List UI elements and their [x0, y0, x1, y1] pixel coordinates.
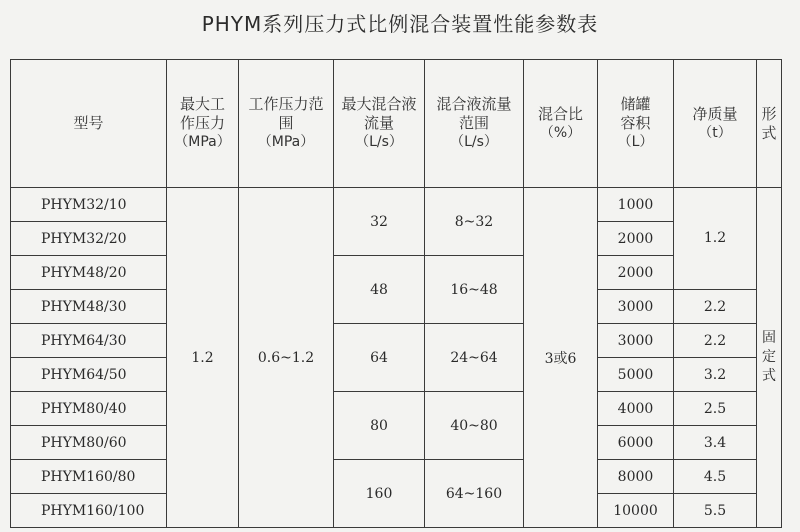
- spec-table: [10, 59, 782, 528]
- header-form: [757, 60, 782, 188]
- flow-range-cell: 24~64: [425, 324, 524, 392]
- form-char: 式: [762, 368, 776, 384]
- model-cell: PHYM48/20: [11, 256, 167, 290]
- model-cell: PHYM160/100: [11, 494, 167, 528]
- header-mix-ratio-unit: （%）: [539, 124, 582, 141]
- header-max-flow: [334, 60, 425, 188]
- header-tank-volume-label: 储罐容积: [620, 95, 651, 132]
- header-max-pressure-label: 最大工作压力: [179, 95, 225, 132]
- max-flow-cell: 32: [334, 188, 425, 256]
- header-max-pressure-unit: （MPa）: [174, 134, 231, 150]
- header-flow-range: [425, 60, 524, 188]
- max-flow-cell: 80: [334, 392, 425, 460]
- model-cell: PHYM32/20: [11, 222, 167, 256]
- header-tank-volume-unit: （L）: [617, 134, 654, 150]
- table-row: [11, 392, 782, 426]
- header-net-mass-label: 净质量: [692, 104, 738, 123]
- model-cell: PHYM64/50: [11, 358, 167, 392]
- net-mass-cell: 1.2: [674, 188, 757, 290]
- tank-volume-cell: 6000: [598, 426, 674, 460]
- tank-volume-cell: 1000: [598, 188, 674, 222]
- net-mass-cell: 4.5: [674, 460, 757, 494]
- header-mix-ratio: [524, 60, 598, 188]
- form-char: 固: [762, 330, 776, 346]
- form-char: 定: [762, 349, 776, 365]
- header-max-pressure: [167, 60, 239, 188]
- max-flow-cell: 48: [334, 256, 425, 324]
- tank-volume-cell: 3000: [598, 290, 674, 324]
- net-mass-cell: 3.2: [674, 358, 757, 392]
- header-model: 型号: [11, 60, 167, 188]
- tank-volume-cell: 2000: [598, 222, 674, 256]
- tank-volume-cell: 4000: [598, 392, 674, 426]
- net-mass-cell: 2.5: [674, 392, 757, 426]
- header-mix-ratio-label: 混合比: [537, 104, 583, 123]
- header-max-flow-label: 最大混合液流量: [341, 95, 417, 132]
- net-mass-cell: 2.2: [674, 324, 757, 358]
- tank-volume-cell: 2000: [598, 256, 674, 290]
- table-row: [11, 460, 782, 494]
- header-form-label: 形式: [761, 104, 777, 142]
- table-row: [11, 188, 782, 222]
- pressure-range-cell: 0.6~1.2: [239, 188, 334, 528]
- header-tank-volume: [598, 60, 674, 188]
- header-net-mass: [674, 60, 757, 188]
- net-mass-cell: 5.5: [674, 494, 757, 528]
- net-mass-cell: 3.4: [674, 426, 757, 460]
- mix-ratio-cell: 3或6: [524, 188, 598, 528]
- flow-range-cell: 64~160: [425, 460, 524, 528]
- form-cell: [757, 188, 782, 528]
- model-cell: PHYM160/80: [11, 460, 167, 494]
- tank-volume-cell: 10000: [598, 494, 674, 528]
- tank-volume-cell: 3000: [598, 324, 674, 358]
- header-pressure-range-unit: （MPa）: [257, 134, 315, 150]
- model-cell: PHYM80/40: [11, 392, 167, 426]
- max-pressure-cell: 1.2: [167, 188, 239, 528]
- model-cell: PHYM48/30: [11, 290, 167, 324]
- net-mass-cell: 2.2: [674, 290, 757, 324]
- flow-range-cell: 8~32: [425, 188, 524, 256]
- model-cell: PHYM32/10: [11, 188, 167, 222]
- page-title: PHYM系列压力式比例混合装置性能参数表: [201, 12, 599, 36]
- model-cell: PHYM80/60: [11, 426, 167, 460]
- header-flow-range-label: 混合液流量范围: [436, 95, 512, 132]
- tank-volume-cell: 8000: [598, 460, 674, 494]
- header-net-mass-unit: （t）: [698, 124, 732, 141]
- header-max-flow-unit: （L/s）: [355, 134, 403, 150]
- flow-range-cell: 16~48: [425, 256, 524, 324]
- model-cell: PHYM64/30: [11, 324, 167, 358]
- table-row: [11, 256, 782, 290]
- tank-volume-cell: 5000: [598, 358, 674, 392]
- flow-range-cell: 40~80: [425, 392, 524, 460]
- header-row: [11, 60, 782, 188]
- header-pressure-range-label: 工作压力范围: [248, 95, 324, 132]
- table-row: [11, 324, 782, 358]
- header-flow-range-unit: （L/s）: [450, 134, 498, 150]
- max-flow-cell: 160: [334, 460, 425, 528]
- max-flow-cell: 64: [334, 324, 425, 392]
- header-pressure-range: [239, 60, 334, 188]
